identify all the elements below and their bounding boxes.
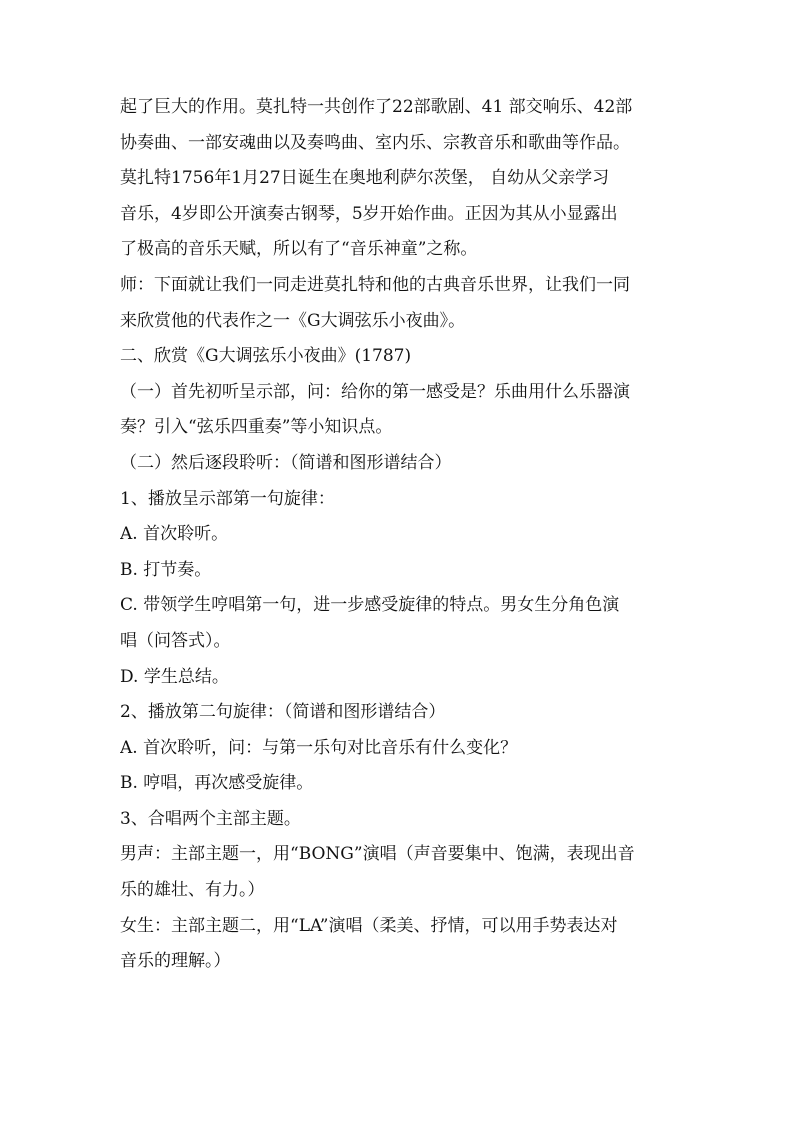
text-line: 起了巨大的作用。莫扎特一共创作了22部歌剧、41 部交响乐、42部 (120, 97, 633, 117)
text-line: 奏？引入“弦乐四重奏”等小知识点。 (120, 417, 393, 438)
list-item: 3、合唱两个主部主题。 (120, 808, 301, 829)
list-item: C. 带领学生哼唱第一句，进一步感受旋律的特点。男女生分角色演 (120, 595, 620, 616)
text-line: 音乐，4岁即公开演奏古钢琴，5岁开始作曲。正因为其从小显露出 (120, 203, 618, 224)
text-line: 音乐的理解。） (120, 951, 231, 972)
text-line: 了极高的音乐天赋，所以有了“音乐神童”之称。 (120, 239, 478, 260)
list-item: 唱（问答式）。 (120, 630, 231, 651)
text-line: 师：下面就让我们一同走进莫扎特和他的古典音乐世界，让我们一同 (120, 274, 630, 295)
text-line: 来欣赏他的代表作之一《G大调弦乐小夜曲》。 (120, 310, 466, 331)
list-item: 1、播放呈示部第一句旋律： (120, 488, 335, 509)
text-line: 协奏曲、一部安魂曲以及奏鸣曲、室内乐、宗教音乐和歌曲等作品。 (120, 132, 630, 153)
text-line: （一）首先初听呈示部，问：给你的第一感受是？乐曲用什么乐器演 (120, 381, 630, 402)
list-item: A. 首次聆听，问：与第一乐句对比音乐有什么变化？ (120, 737, 518, 758)
list-item: 2、播放第二句旋律：（简谱和图形谱结合） (120, 702, 446, 723)
text-line: 男声：主部主题一，用“BONG”演唱（声音要集中、饱满，表现出音 (120, 844, 635, 865)
text-line: 莫扎特1756年1月27日诞生在奥地利萨尔茨堡， 自幼从父亲学习 (120, 168, 610, 189)
section-heading: 二、欣赏《G大调弦乐小夜曲》(1787) (120, 346, 412, 367)
list-item: A. 首次聆听。 (120, 524, 229, 545)
text-line: （二）然后逐段聆听：（简谱和图形谱结合） (120, 452, 452, 473)
document-body (120, 90, 680, 980)
list-item: D. 学生总结。 (120, 666, 229, 687)
list-item: B. 打节奏。 (120, 559, 212, 580)
text-line: 乐的雄壮、有力。） (120, 880, 265, 901)
text-line: 女生：主部主题二，用“LA”演唱（柔美、抒情，可以用手势表达对 (120, 915, 618, 936)
list-item: B. 哼唱，再次感受旋律。 (120, 773, 314, 794)
